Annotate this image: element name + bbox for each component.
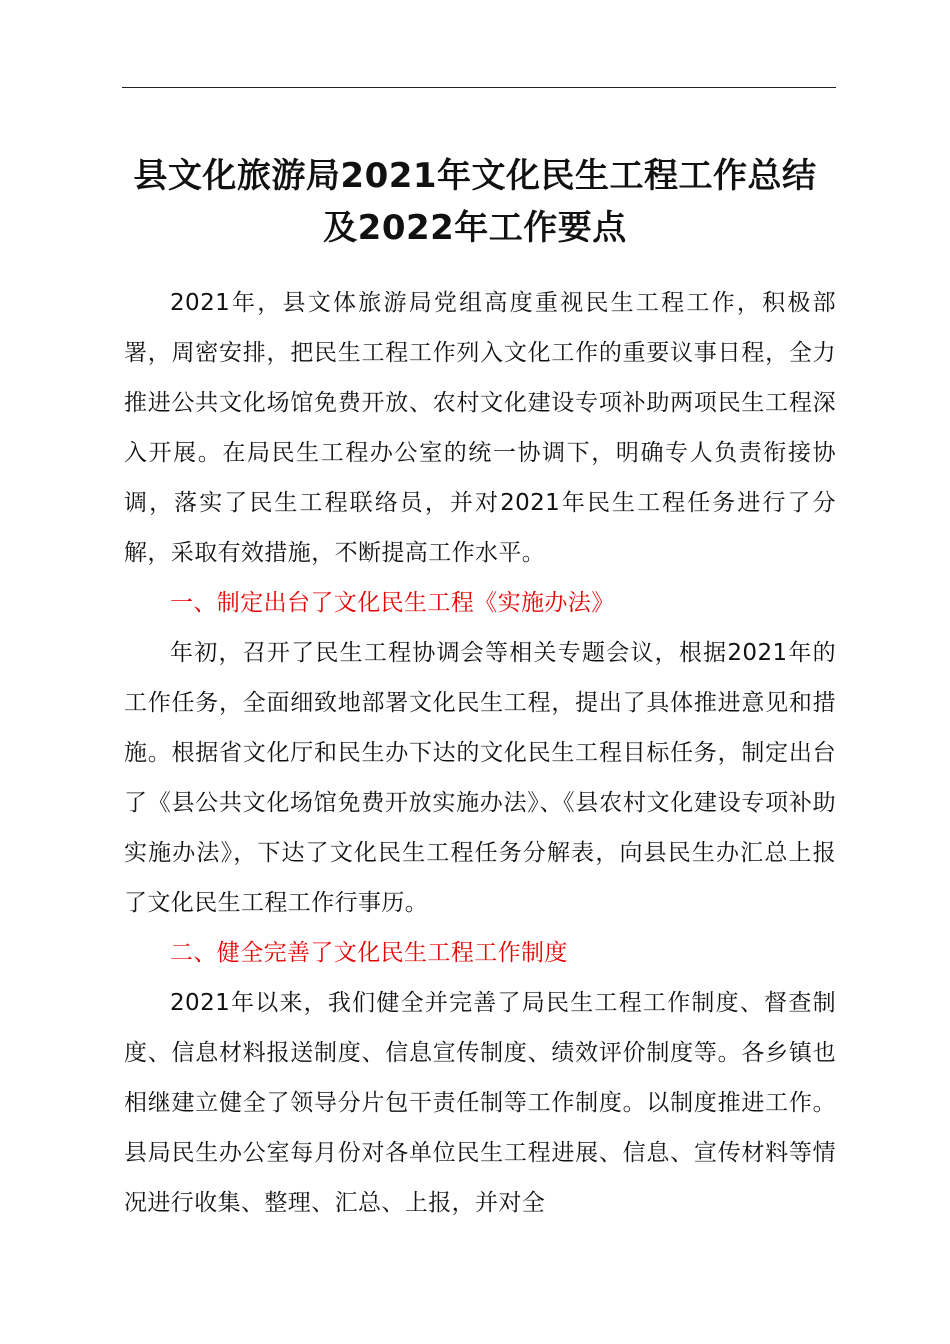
paragraph-section-2: 2021年以来，我们健全并完善了局民生工程工作制度、督查制度、信息材料报送制度、信息宣传制度、绩效评价制度等。各乡镇也相继建立健全了领导分片包干责任制等工作制度。以制度推进工作。县局民生办公室每月份对各单位民生工程进展、信息、宣传材料等情况进行收集、整理、汇总、上报，并对全 <box>124 990 836 1216</box>
document-title-line-2: 及2022年工作要点 <box>323 208 627 248</box>
section-heading-1: 一、制定出台了文化民生工程《实施办法》 <box>170 590 615 616</box>
document-title-line-1: 县文化旅游局2021年文化民生工程工作总结 <box>133 156 817 196</box>
header-rule <box>122 87 836 88</box>
paragraph-section-1: 年初，召开了民生工程协调会等相关专题会议，根据2021年的工作任务，全面细致地部署文化民生工程，提出了具体推进意见和措施。根据省文化厅和民生办下达的文化民生工程目标任务，制定出台了《县公共文化场馆免费开放实施办法》、《县农村文化建设专项补助实施办法》，下达了文化民生工程任务分解表，向县民生办汇总上报了文化民生工程工作行事历。 <box>124 640 836 916</box>
document-body <box>124 278 836 1228</box>
paragraph-intro: 2021年，县文体旅游局党组高度重视民生工程工作，积极部署，周密安排，把民生工程工作列入文化工作的重要议事日程，全力推进公共文化场馆免费开放、农村文化建设专项补助两项民生工程深入开展。在局民生工程办公室的统一协调下，明确专人负责衔接协调，落实了民生工程联络员，并对2021年民生工程任务进行了分解，采取有效措施，不断提高工作水平。 <box>124 290 836 566</box>
section-heading-2: 二、健全完善了文化民生工程工作制度 <box>170 940 568 966</box>
